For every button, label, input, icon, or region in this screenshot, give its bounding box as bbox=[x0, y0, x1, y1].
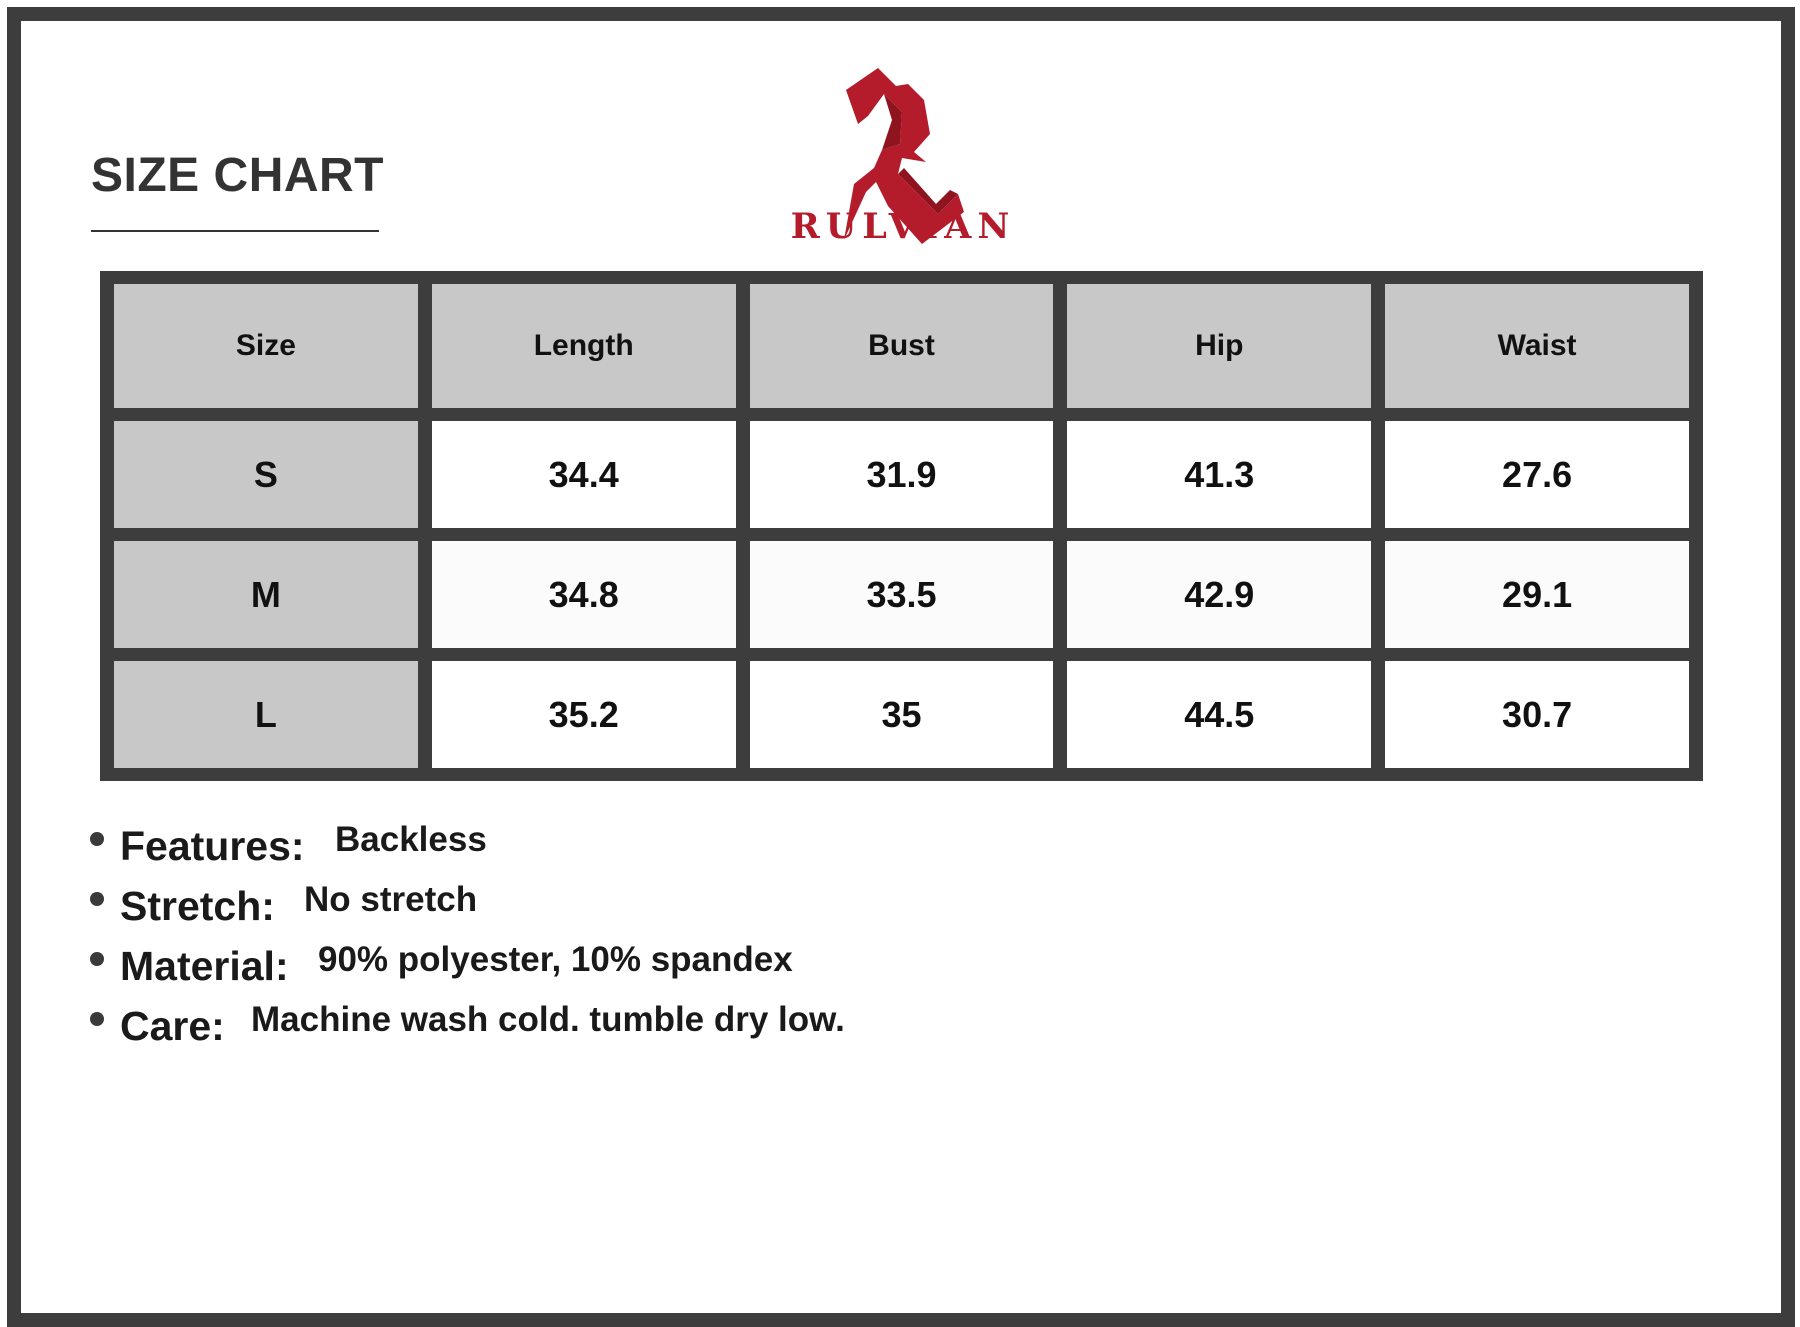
spec-label: Material: bbox=[120, 943, 289, 989]
header-hip: Hip bbox=[1067, 284, 1371, 408]
size-cell: L bbox=[114, 661, 418, 768]
size-cell: S bbox=[114, 421, 418, 528]
bullet-icon bbox=[90, 892, 104, 906]
length-cell: 34.4 bbox=[432, 421, 736, 528]
bullet-icon bbox=[90, 1012, 104, 1026]
bullet-icon bbox=[90, 952, 104, 966]
waist-cell: 30.7 bbox=[1385, 661, 1689, 768]
spec-label: Care: bbox=[120, 1003, 225, 1049]
header-bust: Bust bbox=[750, 284, 1054, 408]
hip-cell: 44.5 bbox=[1067, 661, 1371, 768]
length-cell: 34.8 bbox=[432, 541, 736, 648]
hip-cell: 41.3 bbox=[1067, 421, 1371, 528]
page-title: SIZE CHART bbox=[91, 149, 384, 202]
bust-cell: 33.5 bbox=[750, 541, 1054, 648]
waist-cell: 29.1 bbox=[1385, 541, 1689, 648]
spec-value: Machine wash cold. tumble dry low. bbox=[251, 1000, 845, 1039]
bust-cell: 31.9 bbox=[750, 421, 1054, 528]
bust-cell: 35 bbox=[750, 661, 1054, 768]
brand-name: RULVIAN bbox=[790, 206, 1016, 247]
spec-label: Features: bbox=[120, 823, 305, 869]
waist-cell: 27.6 bbox=[1385, 421, 1689, 528]
header-size: Size bbox=[114, 284, 418, 408]
title-underline bbox=[91, 230, 379, 232]
header-length: Length bbox=[432, 284, 736, 408]
spec-value: Backless bbox=[335, 820, 487, 859]
spec-label: Stretch: bbox=[120, 883, 275, 929]
header-waist: Waist bbox=[1385, 284, 1689, 408]
bullet-icon bbox=[90, 832, 104, 846]
size-chart-table bbox=[100, 271, 1703, 781]
table-row bbox=[114, 541, 1689, 648]
table-row bbox=[114, 661, 1689, 768]
table-header-row bbox=[114, 284, 1689, 408]
spec-value: 90% polyester, 10% spandex bbox=[318, 940, 793, 979]
length-cell: 35.2 bbox=[432, 661, 736, 768]
spec-value: No stretch bbox=[304, 880, 478, 919]
table-row bbox=[114, 421, 1689, 528]
hip-cell: 42.9 bbox=[1067, 541, 1371, 648]
size-cell: M bbox=[114, 541, 418, 648]
